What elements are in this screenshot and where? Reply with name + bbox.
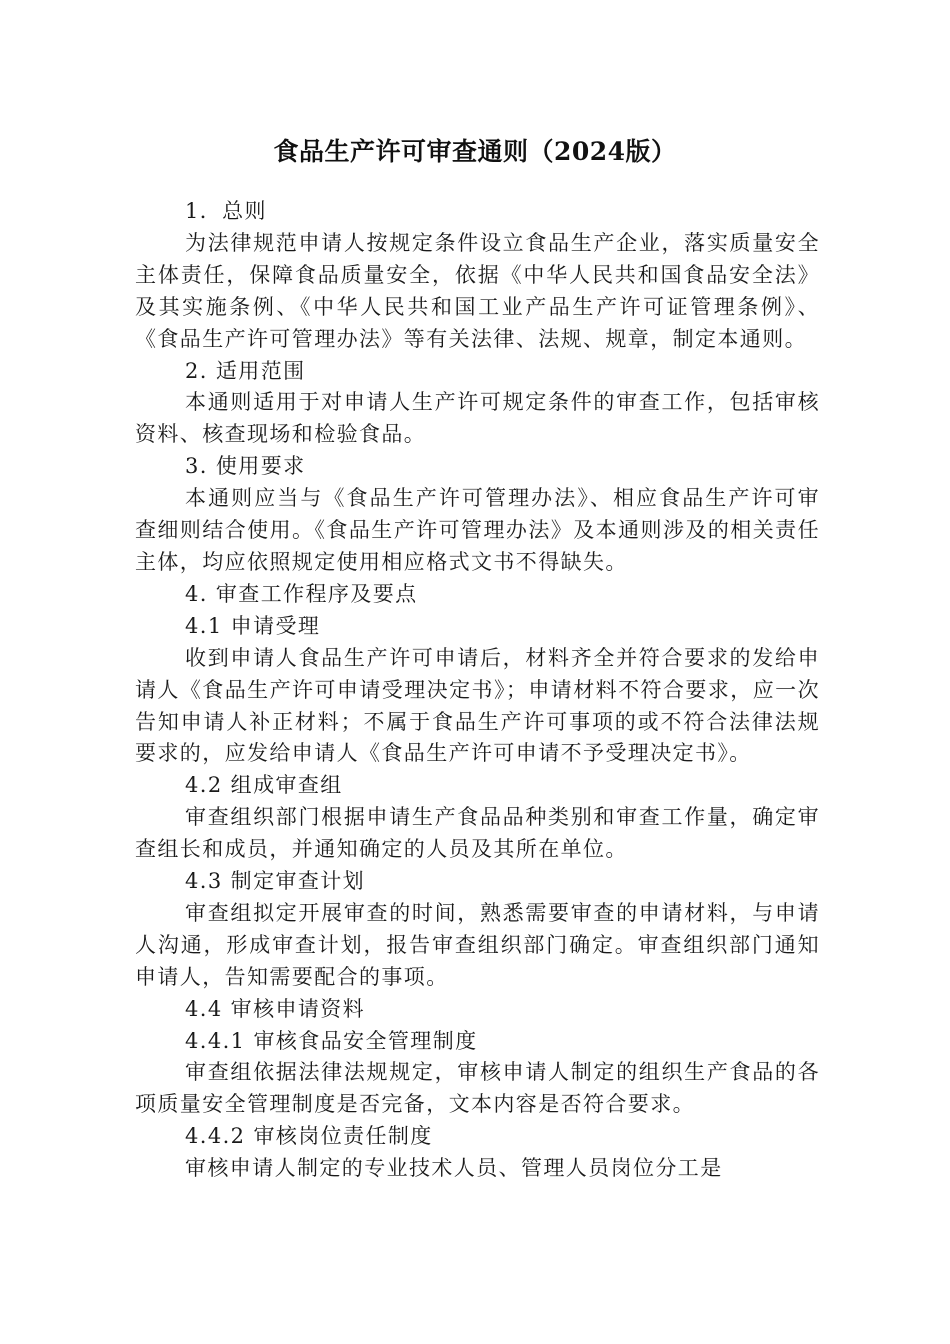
subsection-heading-4-4: 4.4 审核申请资料 — [185, 996, 366, 1021]
paragraph-usage: 本通则应当与《食品生产许可管理办法》、相应食品生产许可审查细则结合使用。《食品生产许可管理办法》及本通则涉及的相关责任主体，均应依照规定使用相应格式文书不得缺失。 — [135, 486, 820, 574]
subsection-heading-4-2: 4.2 组成审查组 — [185, 773, 343, 798]
paragraph-4-3: 审查组拟定开展审查的时间，熟悉需要审查的申请材料，与申请人沟通，形成审查计划，报告审查组织部门确定。审查组织部门通知申请人，告知需要配合的事项。 — [135, 900, 820, 989]
paragraph-general: 为法律规范申请人按规定条件设立食品生产企业，落实质量安全主体责任，保障食品质量安全，依据《中华人民共和国食品安全法》及其实施条例、《中华人民共和国工业产品生产许可证管理条例》、《食品生产许可管理办法》等有关法律、法规、规章，制定本通则。 — [135, 230, 820, 351]
section-heading-general: 1．总则 — [185, 199, 267, 223]
subsection-heading-4-4-1: 4.4.1 审核食品安全管理制度 — [185, 1028, 478, 1053]
section-heading-usage: 3. 使用要求 — [185, 454, 306, 479]
subsection-heading-4-4-2: 4.4.2 审核岗位责任制度 — [185, 1124, 433, 1149]
paragraph-4-4-1: 审查组依据法律法规规定，审核申请人制定的组织生产食品的各项质量安全管理制度是否完备，文本内容是否符合要求。 — [135, 1060, 820, 1117]
paragraph-4-4-2: 审核申请人制定的专业技术人员、管理人员岗位分工是 — [185, 1156, 723, 1181]
document-title: 食品生产许可审查通则（2024版） — [273, 137, 677, 166]
section-heading-procedure: 4. 审查工作程序及要点 — [185, 581, 418, 606]
section-heading-scope: 2. 适用范围 — [185, 358, 306, 383]
paragraph-4-1: 收到申请人食品生产许可申请后，材料齐全并符合要求的发给申请人《食品生产许可申请受理决定书》；申请材料不符合要求，应一次告知申请人补正材料；不属于食品生产许可事项的或不符合法律法规要求的，应发给申请人《食品生产许可申请不予受理决定书》。 — [135, 645, 820, 766]
paragraph-4-2: 审查组织部门根据申请生产食品品种类别和审查工作量，确定审查组长和成员，并通知确定的人员及其所在单位。 — [135, 805, 820, 862]
document-body — [135, 196, 820, 1185]
subsection-heading-4-1: 4.1 申请受理 — [185, 613, 321, 638]
paragraph-scope: 本通则适用于对申请人生产许可规定条件的审查工作，包括审核资料、核查现场和检验食品。 — [135, 390, 820, 447]
subsection-heading-4-3: 4.3 制定审查计划 — [185, 869, 366, 894]
